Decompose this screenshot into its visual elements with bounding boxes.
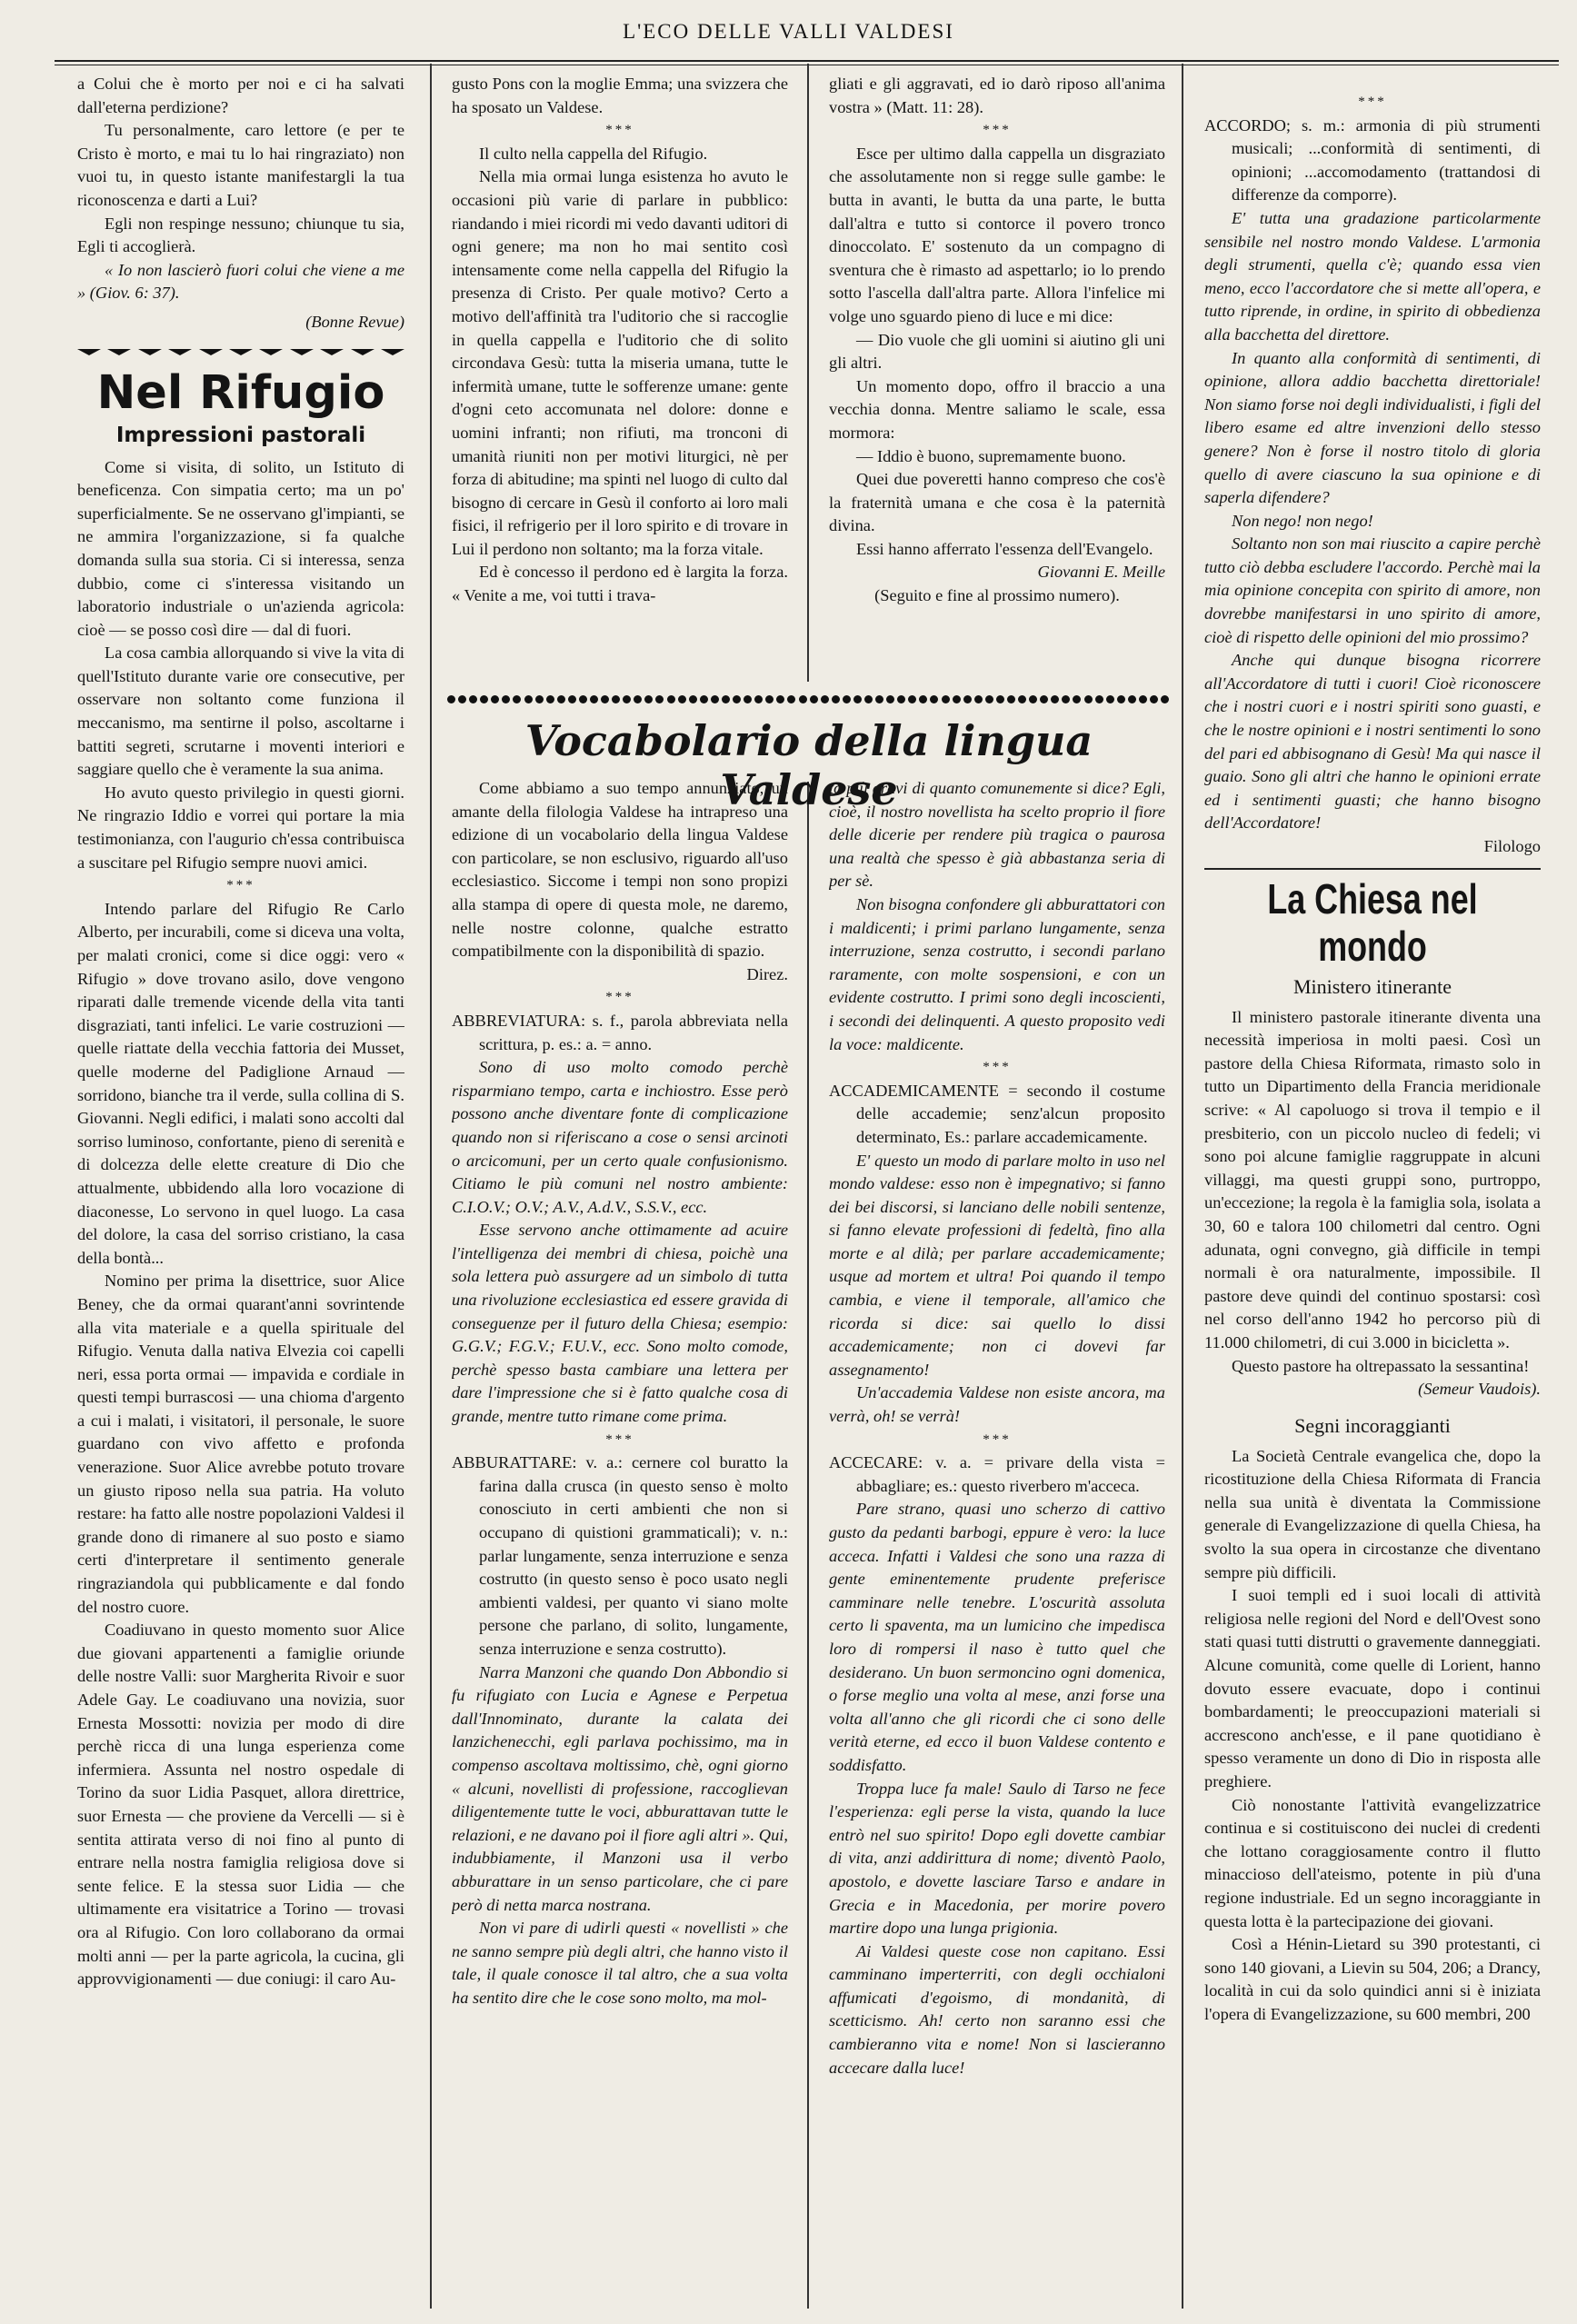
- entry-headword: ABBREVIATURA:: [452, 1011, 586, 1030]
- entry-headword: ACCECARE:: [829, 1453, 923, 1472]
- entry-definition: v. a.: cernere col buratto la farina dalla crusca (in questo senso è molto conosciuto in certi ambienti che non si occupano di quistioni grammaticali); v. n.: parlar lungamente, senza interruzione e senza costrutto (in questo senso è poco usato negli ambienti valdesi, per quanto vi siano molte persone che parlano, di solito, lungamente, senza interruzione e senza costrutto).: [479, 1453, 788, 1658]
- headline-vocabolario: Vocabolario della lingua Valdese: [524, 716, 1093, 814]
- article-text: Esce per ultimo dalla cappella un disgraziato che assolutamente non si regge sulle gambe: le butta in avanti, le butta da una parte, le butta dall'altra e tutto si contorce il povero tronco dinoccolato. E' sostenuto da un compagno di sventura che è rimasto ad aspettarlo; io lo prendo sotto l'ascella dall'altra parte. Allora l'infelice mi volge uno sguardo pieno di luce e mi dice:: [829, 144, 1165, 325]
- column-2-top: [452, 73, 788, 682]
- entry-comment: Un'accademia Valdese non esiste ancora, ma verrà, oh! se verrà!: [829, 1383, 1165, 1426]
- dotted-rule: [447, 691, 1170, 707]
- section-stars: ***: [1358, 95, 1387, 109]
- section-stars: ***: [226, 878, 255, 893]
- entry-comment: Narra Manzoni che quando Don Abbondio si fu rifugiato con Lucia e Agnese e Perpetua dall'Innominato, durante la calata dei lanzichenecchi, egli parlava pochissimo, ma in compenso ascoltava moltissimo, chè, ogni giorno « alcuni, novellisti di professione, raccoglievan diligentemente tutte le voci, abburattavan tutte le relazioni, e ne davano poi il fiore agli altri ». Qui, indubbiamente, il Manzoni usa il verbo abburattare in un senso particolare, che ci pare però di netta marca nostrana.: [452, 1662, 788, 1914]
- article-text: Come si visita, di solito, un Istituto di beneficenza. Con simpatia certo; ma un po' superficialmente. Se ne osservano gl'impianti, se ne ammira l'organizzazione, si fa qualche domanda sulla sua storia. Ci si interessa, senza dubbio, come ci s'interessa visitando un laboratorio industriale o un'azienda agricola: cioè — se posso così dire — dal di fuori.: [77, 457, 404, 639]
- column-separator: [430, 64, 432, 2309]
- article-text: Ho avuto questo privilegio in questi giorni. Ne ringrazio Iddio e vorrei qui portare la mia testimonianza, con l'augurio ch'essa contribuisca a suscitare pel Rifugio sempre nuovi amici.: [77, 783, 404, 872]
- entry-headword: ACCADEMICAMENTE: [829, 1081, 999, 1100]
- article-text: Quei due poveretti hanno compreso che cos'è la fraternità umana e che cosa è la paternità divina.: [829, 470, 1165, 535]
- column-2-vocabolario: [452, 777, 788, 2309]
- entry-comment: E' questo un modo di parlare molto in uso nel mondo valdese: esso non è impegnativo; si fanno dei bei discorsi, si lanciano delle nobili sentenze, si fanno elevate professioni di fedeltà, fino alla morte e al dilà; per parlare accademicamente; usque ad mortem et ultra! Poi quando il tempo cambia, e viene il temporale, all'amico che ricorda si dice: sai quello lo dissi accademicamente; non ci dovevi far assegnamento!: [829, 1151, 1165, 1379]
- article-text: Come abbiamo a suo tempo annunziato, un amante della filologia Valdese ha intrapreso una edizione di un vocabolario della lingua Valdese con particolare, se non esclusivo, riguardo all'uso ecclesiastico. Siccome i tempi non sono propizi alla stampa di opere di questa mole, ne daremo, nelle nostre colonne, qualche estratto compatibilmente con la disponibilità di spazio.: [452, 779, 788, 961]
- entry-comment: to più gravi di quanto comunemente si dice? Egli, cioè, il nostro novellista ha scelto proprio il fiore delle dicerie per rendere più tragica o paurosa una realtà che spesso è già abbastanza seria di per sè.: [829, 779, 1165, 891]
- article-text: La Società Centrale evangelica che, dopo la ricostituzione della Chiesa Riformata di Francia nella sua unità è diventata la Commissione generale di Evangelizzazione di quella Chiesa, ha svolto la sua opera in circostanze che diventano sempre più difficili.: [1204, 1446, 1541, 1581]
- editor-note: Direz.: [746, 964, 788, 983]
- column-3-vocabolario: [829, 777, 1165, 2309]
- entry-definition: = secondo il costume delle accademie; senz'alcun proposito determinato, Es.: parlare accademicamente.: [856, 1081, 1165, 1146]
- entry-definition: s. m.: armonia di più strumenti musicali; ...conformità di sentimenti, di opinioni; ...accomodamento (trattandosi di differenze da comporre).: [1232, 115, 1541, 204]
- entry-comment: E' tutta una gradazione particolarmente sensibile nel nostro mondo Valdese. L'armonia degli strumenti, quella c'è; quando essa vien meno, ecco l'accordatore che si mette all'opera, e tutto riprende, in ordine, in spirito di obbedienza alla bacchetta del direttore.: [1204, 208, 1541, 344]
- entry-comment: Ai Valdesi queste cose non capitano. Essi camminano imperterriti, con degli occhialoni affumicati d'egoismo, di mondanità, di scetticismo. Ah! certo non saranno essi che cambieranno vita e nome! Non si lascieranno accecare dalla luce!: [829, 1941, 1165, 2077]
- section-rule: [1204, 868, 1541, 870]
- article-text: Nomino per prima la disettrice, suor Alice Beney, che da ormai quarant'anni sovrintende alla vita materiale e a quella spirituale del Rifugio. Venuta dalla nativa Elvezia coi capelli neri, essa porta ormai — impavida e cordiale in questi tempi burrascosi — una chioma d'argento a cui i malati, i visitatori, il personale, le suore guardano con vivo affetto e profonda venerazione. Suor Alice avrebbe potuto trovare un giusto riposo nella sua patria. Ha voluto restare: ha fatto alle nostre popolazioni Valdesi il grande dono di rimanere al suo posto e siamo certi d'interpretare il sentimento generale ringraziandola qui pubblicamente e dal fondo del nostro cuore.: [77, 1272, 404, 1616]
- dictionary-entry: [829, 1080, 1165, 1150]
- headline-nel-rifugio: Nel Rifugio: [96, 365, 385, 420]
- section-heading: Segni incoraggianti: [1294, 1413, 1451, 1437]
- entry-definition: v. a. = privare della vista = abbagliare; es.: questo riverbero m'acceca.: [856, 1453, 1165, 1495]
- article-text: gusto Pons con la moglie Emma; una svizzera che ha sposato un Valdese.: [452, 75, 788, 116]
- article-text: La cosa cambia allorquando si vive la vita di quell'Istituto durante varie ore consecutive, per osservare non soltanto come funziona il meccanismo, ma sentirne il polso, ascoltarne i battiti segreti, scrutarne i moventi interiori e saggiare quello che è veramente la sua anima.: [77, 643, 404, 779]
- article-text: Intendo parlare del Rifugio Re Carlo Alberto, per incurabili, come si diceva una volta, per malati cronici, come si dice oggi: vero « Rifugio » dove trovano asilo, dove vengono riparati dalle tremende vicende della vita tanti disgraziati, tanti infelici. Le varie costruzioni — quelle riattate della vecchia fattoria dei Musset, quelle moderne del Padiglione Arnaud — sorridono, bianche tra il verde, sulla collina di S. Giovanni. Negli edifici, i malati sono accolti dal sorriso luminoso, confortante, pieno di serenità e di dolcezza delle elette creature di Dio che attualmente, ubbidendo alla loro vocazione di diaconesse, Lo servono in quel luogo. La casa del dolore, la casa del sorriso cristiano, la casa della bontà...: [77, 899, 404, 1267]
- dictionary-entry: [829, 1451, 1165, 1498]
- column-5: [1204, 91, 1541, 2309]
- section-stars: ***: [605, 990, 634, 1005]
- section-stars: ***: [983, 1431, 1012, 1447]
- headline-chiesa-nel-mondo: La Chiesa nel mondo: [1267, 874, 1478, 970]
- dictionary-entry: [452, 1010, 788, 1056]
- section-stars: ***: [983, 123, 1012, 138]
- entry-headword: ACCORDO;: [1204, 115, 1292, 135]
- article-text: Il culto nella cappella del Rifugio.: [479, 144, 708, 163]
- section-heading: Ministero itinerante: [1293, 974, 1452, 998]
- entry-comment: Soltanto non son mai riuscito a capire perchè tutto ciò debba escludere l'accordo. Perchè mai la mia opinione concepita con spirito di amore, non dovrebbe manifestarsi in uno spirito di amore, cioè di rispetto delle opinioni del mio prossimo?: [1204, 534, 1541, 646]
- article-text: a Colui che è morto per noi e ci ha salvati dall'eterna perdizione?: [77, 75, 404, 116]
- section-stars: ***: [605, 1431, 634, 1447]
- column-3-top: [829, 73, 1165, 691]
- article-text: I suoi templi ed i suoi locali di attività religiosa nelle regioni del Nord e dell'Ovest sono stati quasi tutti distrutti o gravemente danneggiati. Alcune comunità, come quelle di Lorient, hanno dovuto essere evacuate, dopo i continui bombardamenti; le preoccupazioni materiali si accrescono anch'esse, e il pane quotidiano è spesso veramente un dono di Dio in risposta alle preghiere.: [1204, 1586, 1541, 1790]
- article-text: Questo pastore ha oltrepassato la sessantina!: [1232, 1356, 1530, 1375]
- article-text: Essi hanno afferrato l'essenza dell'Evangelo.: [856, 539, 1153, 558]
- continuation-note: (Seguito e fine al prossimo numero).: [874, 586, 1120, 605]
- article-text: Coadiuvano in questo momento suor Alice due giovani appartenenti a famiglie oriunde delle nostre Valli: suor Margherita Rivoir e suor Adele Gay. Le coadiuvano una novizia, suor Ernesta Mossotti: novizia per modo di dire perchè ricca di una lunga esperienza come infermiera. Assunta nel nostro ospedale di Torino da suor Lidia Pasquet, allora direttrice, suor Ernesta — che proviene da Vercelli — si è sentita attirata verso di noi fino al punto di entrare nella nostra famiglia religiosa dove si sente felice. E la stessa suor Lidia — che ultimamente era visitatrice a Torino — trovasi ora al Rifugio. Con loro collaborano da ormai molti anni — per la parte agricola, la cucina, gli approvvigionamenti — due coniugi: il caro Au-: [77, 1621, 404, 1989]
- entry-comment: Non nego! non nego!: [1232, 511, 1373, 530]
- article-text: Ciò nonostante l'attività evangelizzatrice continua e si costituiscono dei nuclei di credenti che lottano coraggiosamente contro il flutto minaccioso dell'ateismo, potente in più d'una regione industriale. Ed un segno incoraggiante in questa lotta è la partecipazione dei giovani.: [1204, 1795, 1541, 1930]
- entry-comment: Pare strano, quasi uno scherzo di cattivo gusto da pedanti barbogi, eppure è vero: la luce acceca. Infatti i Valdesi che sono una razza di gente eminentemente prudente preferisce camminare nelle tenebre. L'oscurità assoluta certo li spaventa, ma un lumicino che impedisca loro di rompersi il naso è tutto quel che desiderano. Un buon sermoncino ogni domenica, o forse meglio una volta al mese, anzi forse una volta all'anno che gli ricordi che ci sono delle verità eterne, ed ecco il buon Valdese contento e soddisfatto.: [829, 1500, 1165, 1774]
- article-text: — Dio vuole che gli uomini si aiutino gli uni gli altri.: [829, 330, 1165, 373]
- entry-comment: Esse servono anche ottimamente ad acuire l'intelligenza dei membri di chiesa, poichè una sola lettera può assurgere ad un simbolo di tutta una rivoluzione ecclesiastica ed essere gravida di conseguenze per il futuro della Chiesa; esempio: G.G.V.; F.G.V.; F.U.V., ecc. Sono molto comode, perchè spesso basta cambiare una lettera per dare l'impressione che si è fatto qualche cosa di grande, mentre tutto rimane come prima.: [452, 1221, 788, 1426]
- article-text: Il ministero pastorale itinerante diventa una necessità imperiosa in molti paesi. Così un pastore della Chiesa Riformata, rimasto solo in tutto un Dipartimento della Francia meridionale scrive: « Al capoluogo si trova il tempio e il presbiterio, con un piccolo nucleo di fedeli; vi sono poi alcune famiglie raggruppate in alcuni villaggi, ma questi gruppi sono, purtroppo, un'eccezione; la regola è la famiglia sola, isolata a 30, 60 e talora 100 chilometri dal centro. Ogni adunata, ogni convegno, già difficile in tempi normali è ora naturalmente, impossibile. Il pastore deve quindi del continuo spostarsi: così nel corso dell'anno 1942 ho percorso più di 11.000 chilometri, di cui 3.000 in bicicletta ».: [1204, 1007, 1541, 1352]
- article-text: Così a Hénin-Lietard su 390 protestanti, ci sono 140 giovani, a Lievin su 504, 206; a Drancy, località in cui da solo quindici anni si è iniziata l'opera di Evangelizzazione, su 600 membri, 200: [1204, 1935, 1541, 2023]
- article-source: (Semeur Vaudois).: [1418, 1380, 1541, 1399]
- article-source: (Bonne Revue): [305, 312, 404, 331]
- column-separator: [807, 64, 809, 682]
- article-text: Tu personalmente, caro lettore (e per te Cristo è morto, e mai tu lo hai ringraziato) non vuoi tu, in questo istante manifestargli la tua riconoscenza e darti a Lui?: [77, 121, 404, 209]
- dictionary-entry: [452, 1451, 788, 1661]
- entry-comment: Non vi pare di udirli questi « novellisti » che ne sanno sempre più degli altri, che hanno visto il tale, il quale conosce il tal altro, che a sua volta ha sentito dire che le cose sono molto, ma mol-: [452, 1919, 788, 2007]
- entry-definition: s. f., parola abbreviata nella scrittura, p. es.: a. = anno.: [479, 1011, 788, 1053]
- author-signature: Filologo: [1483, 837, 1541, 855]
- entry-comment: Anche qui dunque bisogna ricorrere all'Accordatore di tutti i cuori! Cioè riconoscere che i nostri cuori e i nostri spiriti sono guasti, e che le nostre opinioni e i nostri sentimenti lo sono del pari ed abbisognano di Gesù! Ma qui nasce il guaio. Sono gli altri che hanno le opinioni errate ed i sentimenti guasti; che hanno bisogno dell'Accordatore!: [1204, 651, 1541, 833]
- article-text: Nella mia ormai lunga esistenza ho avuto le occasioni più varie di parlare in pubblico: riandando i miei ricordi mi vedo davanti uditori di ogni genere; ma non ho mai sentito così intensamente come nella cappella del Rifugio la presenza di Cristo. Per quale motivo? Certo a motivo dell'affinità tra l'uditorio che si raccoglie in quella cappella e l'uditorio che di solito circondava Gesù: tutta la miseria umana, tutte le infermità umane, tutte le sofferenze umane: gente d'ogni ceto accomunata nel dolore: donne e uomini infranti; non rifiuti, ma tronconi di umanità riuniti non per motivi liturgici, nè per forza di abitudine; ma spinti nel luogo di culto dal bisogno di cercare in Gesù il conforto ai loro mali fisici, il refrigerio per il loro spirito e di trovare in Lui il perdono non soltanto; ma la forza vitale.: [452, 167, 788, 558]
- page-header-title: L'ECO DELLE VALLI VALDESI: [623, 20, 954, 43]
- section-stars: ***: [983, 1060, 1012, 1075]
- dictionary-entry: [1204, 115, 1541, 207]
- article-text: Ed è concesso il perdono ed è largita la forza. « Venite a me, voi tutti i trava-: [452, 563, 788, 605]
- column-separator: [807, 782, 809, 2309]
- entry-comment: Sono di uso molto comodo perchè risparmiano tempo, carta e inchiostro. Esse però possono anche diventare fonte di complicazione quando non si riferiscano a cose o sensi arcinoti o arcicomuni, per un certo quale confusionismo. Citiamo le più comuni nel nostro ambiente: C.I.O.V.; O.V.; A.V., A.d.V., S.S.V., ecc.: [452, 1058, 788, 1216]
- subheadline: Impressioni pastorali: [115, 423, 366, 447]
- article-text: gliati e gli aggravati, ed io darò riposo all'anima vostra » (Matt. 11: 28).: [829, 75, 1165, 116]
- article-text: — Iddio è buono, supremamente buono.: [856, 446, 1126, 465]
- column-separator: [1182, 64, 1183, 2309]
- article-quote: « Io non lascierò fuori colui che viene a me » (Giov. 6: 37).: [77, 260, 404, 303]
- entry-comment: Troppa luce fa male! Saulo di Tarso ne fece l'esperienza: egli perse la vista, quando la luce entrò nel suo spirito! Dopo egli dovette cambiar di vita, anzi addirittura di nome; diventò Paolo, apostolo, e dovette lasciare Tarso e andare in Grecia e in Macedonia, per morire povero martire dopo una lunga prigionia.: [829, 1779, 1165, 1938]
- entry-headword: ABBURATTARE:: [452, 1453, 577, 1472]
- entry-comment: Non bisogna confondere gli abburattatori con i maldicenti; i primi parlano lungamente, senza interruzione, senza costrutto, i secondi parlano raramente, con molte sospensioni, e con un evidente costrutto. I primi sono degli incoscienti, i secondi dei delinquenti. A questo proposito vedi la voce: maldicente.: [829, 894, 1165, 1053]
- ornamental-rule: [77, 344, 404, 362]
- article-text: Un momento dopo, offro il braccio a una vecchia donna. Mentre saliamo le scale, essa mormora:: [829, 376, 1165, 442]
- author-signature: Giovanni E. Meille: [1037, 563, 1165, 582]
- column-1: [77, 73, 404, 2304]
- section-stars: ***: [605, 123, 634, 138]
- entry-comment: In quanto alla conformità di sentimenti, di opinione, allora addio bacchetta direttoriale! Non siamo forse noi degli individualisti, i figli del libero esame ed altre invenzioni dello stesso genere? Non è forse il nostro titolo di gloria quello di avere ciascuno la sua opinione e di saperla difendere?: [1204, 348, 1541, 507]
- article-text: Egli non respinge nessuno; chiunque tu sia, Egli ti accoglierà.: [77, 214, 404, 256]
